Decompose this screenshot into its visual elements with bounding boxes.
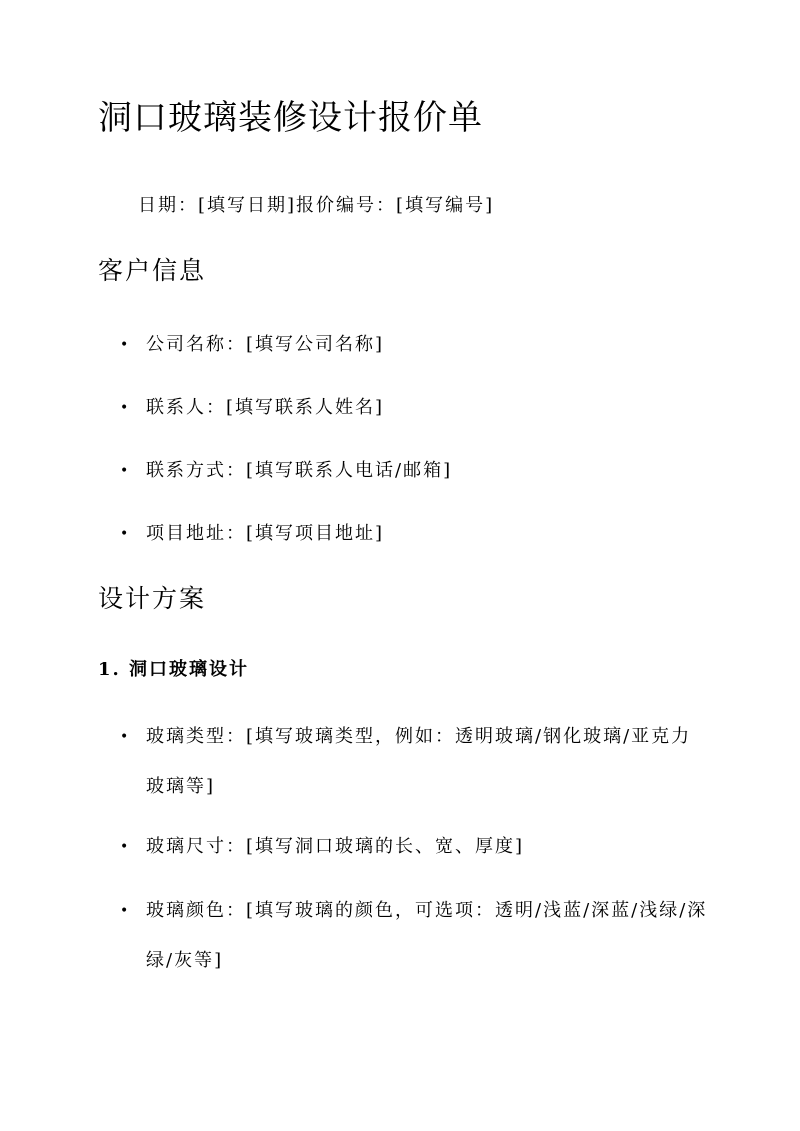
list-item-project-address — [120, 509, 710, 559]
list-item-glass-size — [120, 822, 710, 872]
bullet-icon: • — [120, 526, 131, 542]
list-item-glass-color — [120, 886, 710, 986]
list-item-text: 玻璃类型：[填写玻璃类型，例如：透明玻璃/钢化玻璃/亚克力玻璃等] — [146, 726, 692, 797]
list-item-glass-type — [120, 712, 710, 812]
list-item-text: 联系人：[填写联系人姓名] — [146, 397, 385, 418]
bullet-icon: • — [120, 400, 131, 416]
date-and-quote-number: 日期：[填写日期]报价编号：[填写编号] — [138, 195, 495, 216]
bullet-icon: • — [120, 729, 131, 745]
bullet-icon: • — [120, 463, 131, 479]
list-item-text: 项目地址：[填写项目地址] — [146, 523, 385, 544]
list-item-text: 联系方式：[填写联系人电话/邮箱] — [146, 460, 453, 481]
section-heading-customer-info: 客户信息 — [98, 256, 207, 285]
list-item-text: 玻璃颜色：[填写玻璃的颜色，可选项：透明/浅蓝/深蓝/浅绿/深绿/灰等] — [146, 900, 708, 971]
document-title: 洞口玻璃装修设计报价单 — [98, 98, 483, 138]
bullet-icon: • — [120, 839, 131, 855]
bullet-icon: • — [120, 337, 131, 353]
bullet-icon: • — [120, 903, 131, 919]
list-item-text: 玻璃尺寸：[填写洞口玻璃的长、宽、厚度] — [146, 836, 525, 857]
list-item-company-name — [120, 320, 710, 370]
list-item-contact-person — [120, 383, 710, 433]
subsection-heading-opening-glass-design: 1. 洞口玻璃设计 — [98, 659, 250, 680]
section-heading-design-plan: 设计方案 — [98, 584, 207, 613]
list-item-contact-method — [120, 446, 710, 496]
list-item-text: 公司名称：[填写公司名称] — [146, 334, 385, 355]
